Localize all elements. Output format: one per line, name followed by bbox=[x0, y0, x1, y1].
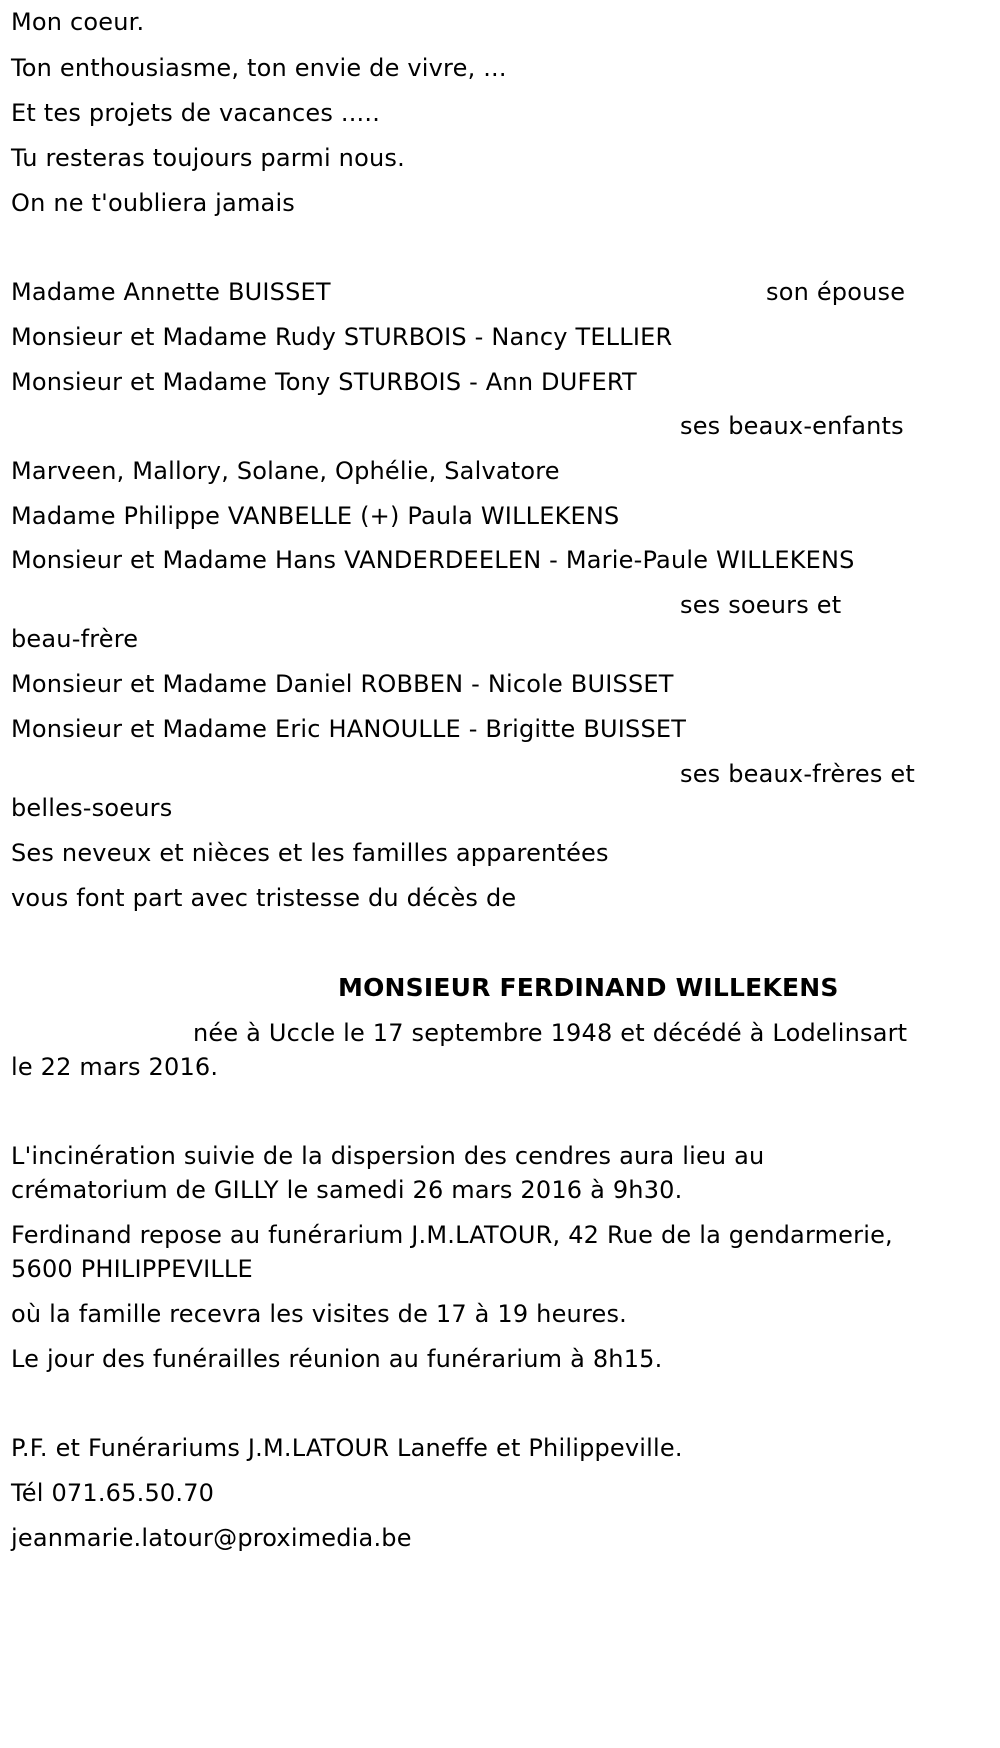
inlaws-relation-continued: belles-soeurs bbox=[11, 794, 173, 822]
birth-death-line-continued: le 22 mars 2016. bbox=[11, 1053, 219, 1081]
company-name: P.F. et Funérariums J.M.LATOUR Laneffe et Philippeville. bbox=[11, 1434, 683, 1462]
funeral-home-address: 5600 PHILIPPEVILLE bbox=[11, 1255, 253, 1283]
incineration-line: L'incinération suivie de la dispersion des cendres aura lieu au bbox=[11, 1142, 765, 1170]
stepchildren-relation: ses beaux-enfants bbox=[680, 412, 904, 440]
poem-line: Ton enthousiasme, ton envie de vivre, ... bbox=[11, 54, 507, 82]
poem-line: Tu resteras toujours parmi nous. bbox=[11, 144, 405, 172]
deceased-name: MONSIEUR FERDINAND WILLEKENS bbox=[338, 973, 839, 1002]
funeral-home-line: Ferdinand repose au funérarium J.M.LATOUR, 42 Rue de la gendarmerie, bbox=[11, 1221, 893, 1249]
inlaws-relation: ses beaux-frères et bbox=[680, 760, 915, 788]
sister-line: Monsieur et Madame Hans VANDERDEELEN - Marie-Paule WILLEKENS bbox=[11, 546, 855, 574]
poem-line: On ne t'oubliera jamais bbox=[11, 189, 296, 217]
grandchildren-line: Marveen, Mallory, Solane, Ophélie, Salvatore bbox=[11, 457, 560, 485]
incineration-line: crématorium de GILLY le samedi 26 mars 2016 à 9h30. bbox=[11, 1176, 683, 1204]
spouse-name: Madame Annette BUISSET bbox=[11, 278, 331, 306]
spouse-relation: son épouse bbox=[766, 278, 906, 306]
sisters-relation: ses soeurs et bbox=[680, 591, 842, 619]
poem-line: Mon coeur. bbox=[11, 8, 145, 36]
sister-line: Madame Philippe VANBELLE (+) Paula WILLEKENS bbox=[11, 502, 620, 530]
stepchild-line: Monsieur et Madame Rudy STURBOIS - Nancy TELLIER bbox=[11, 323, 673, 351]
birth-death-line: née à Uccle le 17 septembre 1948 et décédé à Lodelinsart bbox=[193, 1019, 908, 1047]
inlaw-line: Monsieur et Madame Daniel ROBBEN - Nicole BUISSET bbox=[11, 670, 674, 698]
sisters-relation-continued: beau-frère bbox=[11, 625, 139, 653]
visits-line: où la famille recevra les visites de 17 à 19 heures. bbox=[11, 1300, 627, 1328]
poem-line: Et tes projets de vacances ..... bbox=[11, 99, 381, 127]
funeral-day-line: Le jour des funérailles réunion au funérarium à 8h15. bbox=[11, 1345, 663, 1373]
email-address: jeanmarie.latour@proximedia.be bbox=[11, 1524, 412, 1552]
announcement-line: vous font part avec tristesse du décès de bbox=[11, 884, 517, 912]
stepchild-line: Monsieur et Madame Tony STURBOIS - Ann DUFERT bbox=[11, 368, 637, 396]
inlaw-line: Monsieur et Madame Eric HANOULLE - Brigitte BUISSET bbox=[11, 715, 687, 743]
phone-number: Tél 071.65.50.70 bbox=[11, 1479, 215, 1507]
relatives-line: Ses neveux et nièces et les familles apparentées bbox=[11, 839, 609, 867]
